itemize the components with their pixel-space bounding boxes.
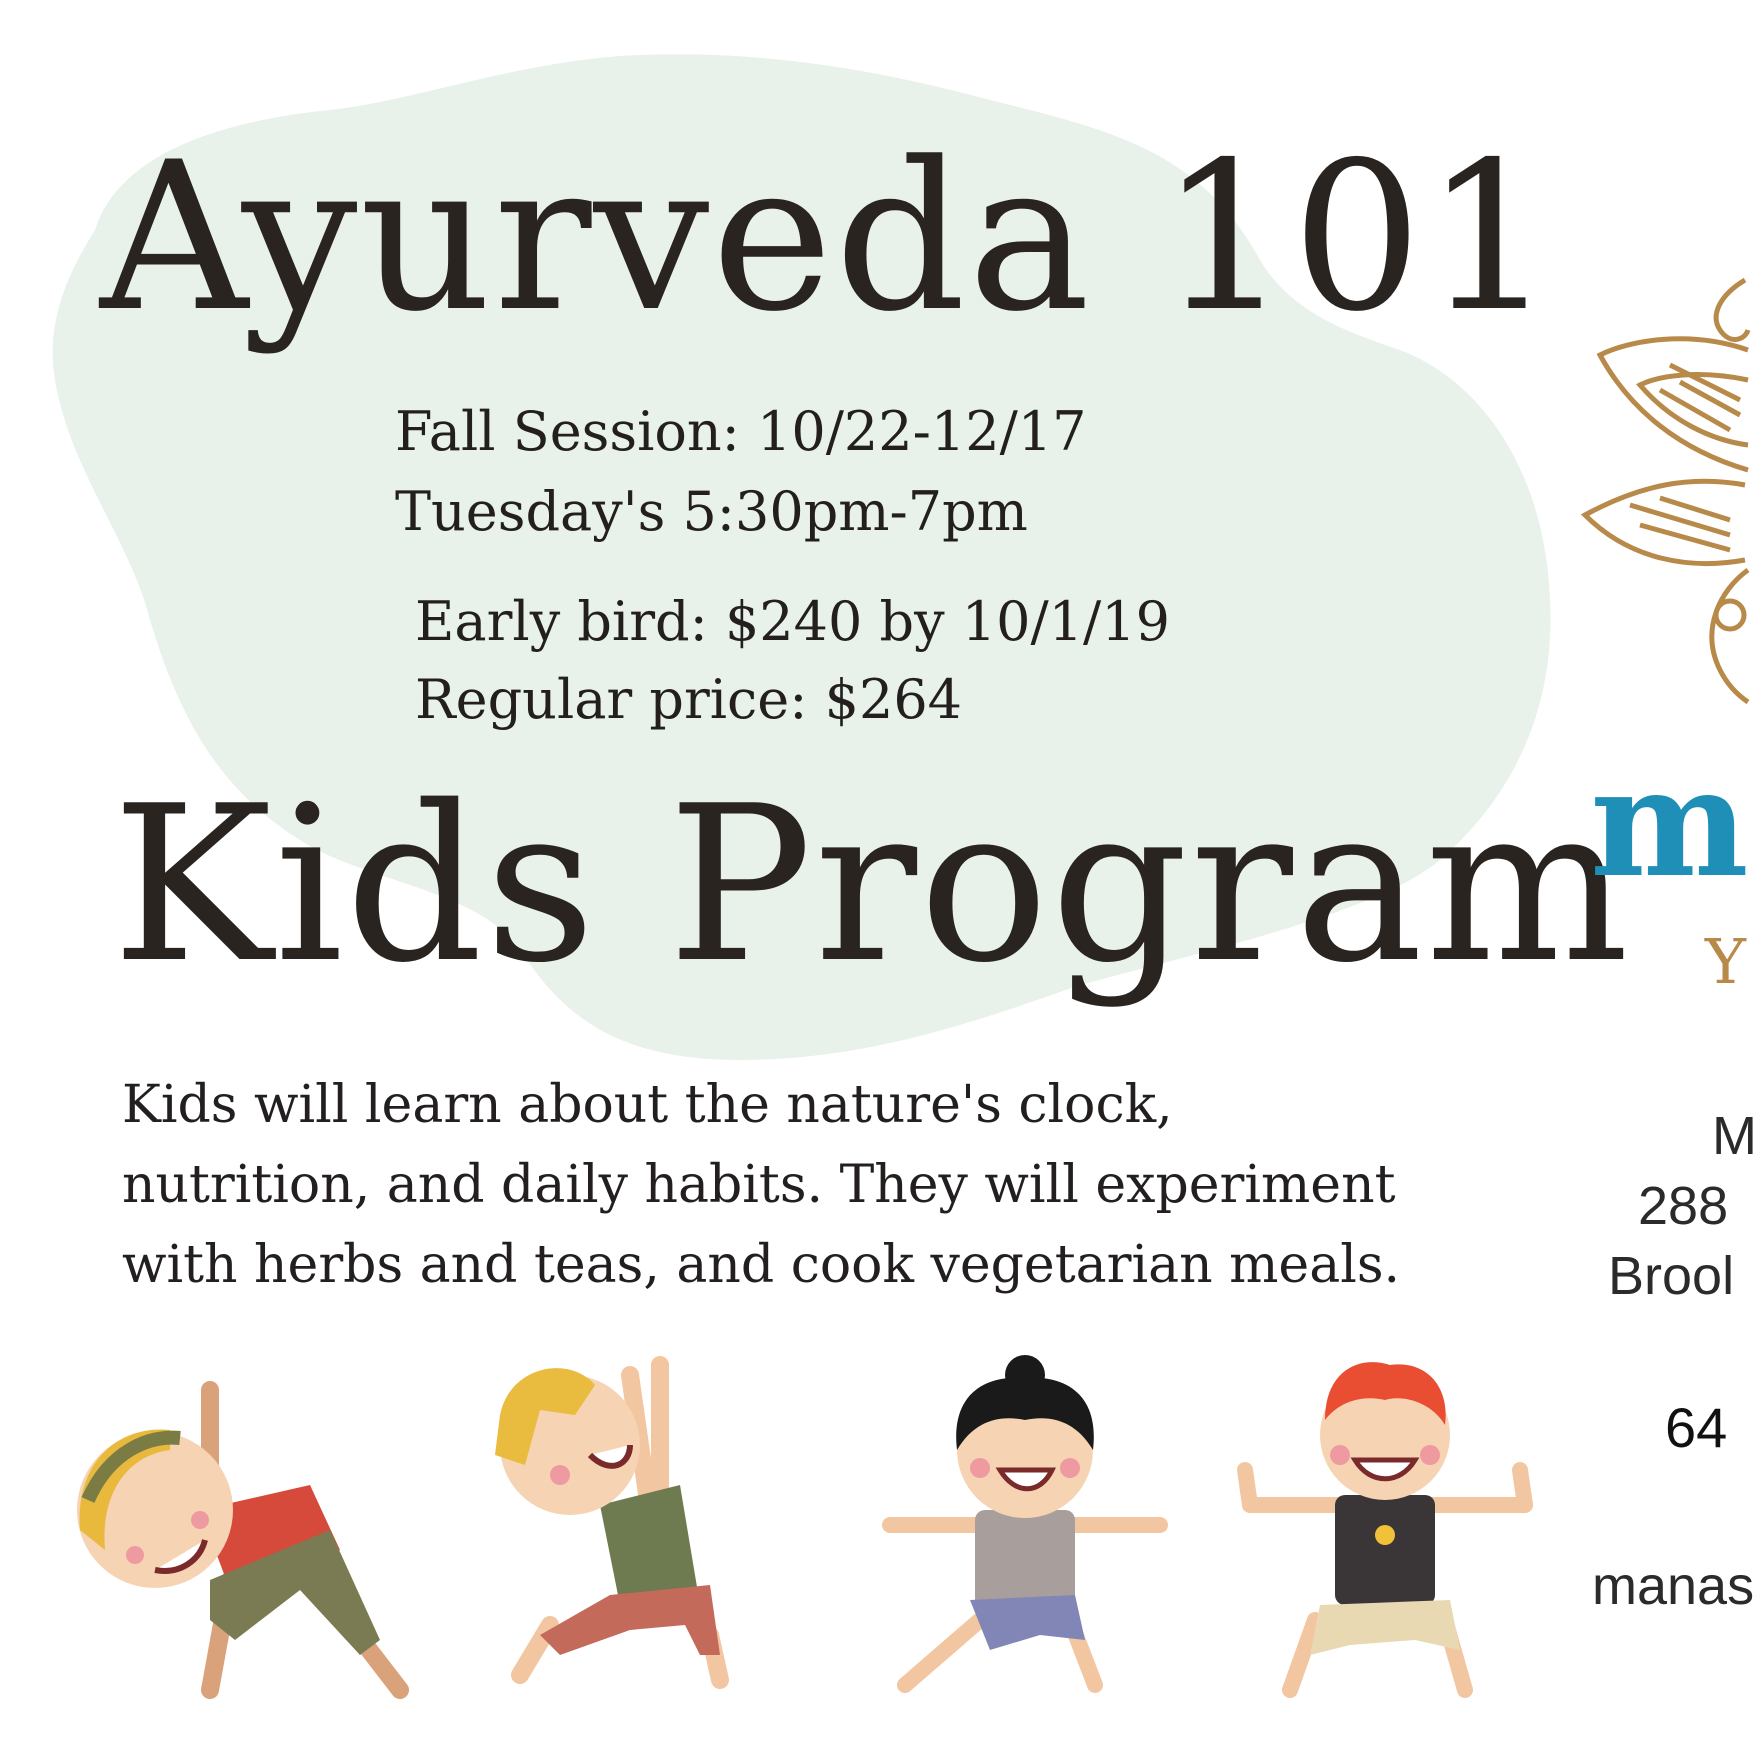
- kid-warrior-two-pose-icon: [880, 1350, 1170, 1700]
- kid-triangle-pose-icon: [60, 1380, 420, 1710]
- address-line: 288: [1638, 1176, 1729, 1236]
- brand-name: m: [1590, 735, 1749, 911]
- description-line: with herbs and teas, and cook vegetarian meals.: [122, 1235, 1401, 1295]
- session-time: Tuesday's 5:30pm-7pm: [395, 480, 1028, 543]
- headline: Ayurveda 101: [100, 119, 1557, 357]
- address-line: M: [1712, 1106, 1757, 1166]
- phone-number: 64: [1665, 1396, 1728, 1459]
- session-dates: Fall Session: 10/22-12/17: [395, 400, 1087, 463]
- description-line: Kids will learn about the nature's clock,: [122, 1075, 1173, 1135]
- program-title: Kids Program: [112, 759, 1632, 1010]
- early-bird-price: Early bird: $240 by 10/1/19: [415, 590, 1170, 653]
- kid-goddess-pose-icon: [1240, 1360, 1530, 1705]
- brand-subtitle: Y: [1705, 925, 1746, 998]
- address-line: Brool: [1608, 1246, 1735, 1306]
- program-description: [122, 1065, 1602, 1305]
- kid-warrior-one-pose-icon: [480, 1355, 790, 1695]
- description-line: nutrition, and daily habits. They will experiment: [122, 1155, 1396, 1215]
- mandala-logo-icon: [1570, 270, 1750, 710]
- regular-price: Regular price: $264: [415, 668, 963, 731]
- website-link[interactable]: manas: [1592, 1556, 1755, 1616]
